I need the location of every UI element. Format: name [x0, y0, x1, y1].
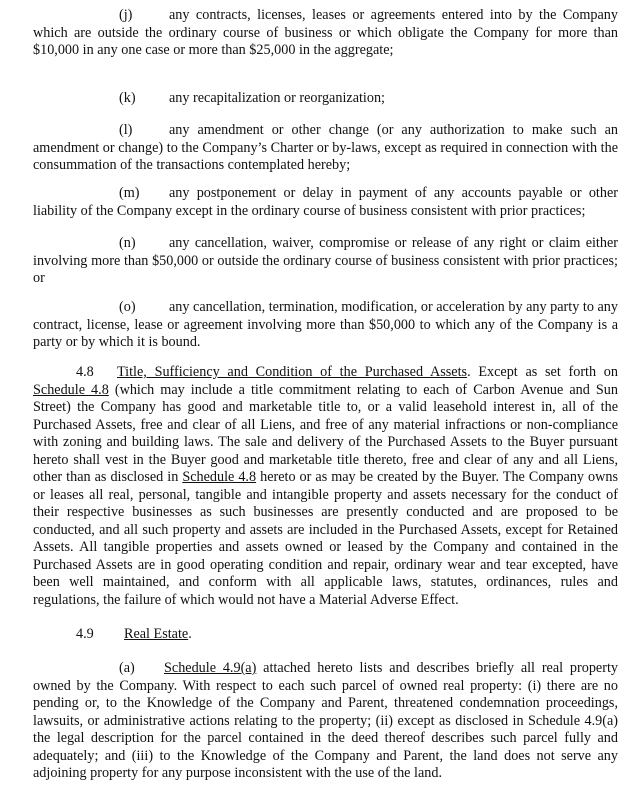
paragraph-k-text: any recapitalization or reorganization; [169, 90, 385, 106]
paragraph-l [33, 122, 618, 175]
paragraph-o-text: any cancellation, termination, modification, or acceleration by any party to any contract, license, lease or agreement involving more than $50,000 to which any of the Company is a party or by which it is bound. [33, 299, 618, 350]
section-4-8-text-2: (which may include a title commitment relating to each of Carbon Avenue and Sun Street) the Company has good and marketable title to, or a valid leasehold interest in, all of the Purchased Assets, free and clear of all Liens, and free of any material infractions or non-compliance with zoning and building laws. The sale and delivery of the Purchased Assets to the Buyer pursuant hereto shall vest in the Buyer good and marketable title thereto, free and clear of any and all Liens, other than as disclosed in [33, 381, 618, 485]
section-4-8-text-1: . Except as set forth on [467, 364, 618, 380]
section-4-8-schedule-ref-1: Schedule 4.8 [33, 381, 109, 398]
paragraph-m [33, 185, 618, 220]
section-4-8-schedule-ref-2: Schedule 4.8 [182, 469, 257, 485]
paragraph-m-label: (m) [119, 185, 140, 201]
paragraph-o [33, 299, 618, 352]
section-4-8-number: 4.8 [76, 364, 94, 380]
section-4-9-a-text: attached hereto lists and describes briefly all real property owned by the Company. With respect to each such parcel of owned real property: (i) there are no pending or, to the Knowledge of the Company and Parent, threatened condemnation proceedings, lawsuits, or administrative actions relating to the property; (ii) except as disclosed in Schedule 4.9(a) the legal description for the parcel contained in the deed thereof describes such parcel fully and adequately; and (iii) to the Knowledge of the Company and Parent, the land does not serve any adjoining property for any purpose inconsistent with the use of the land. [33, 660, 618, 781]
section-4-9-heading [33, 626, 618, 644]
paragraph-j [33, 7, 618, 60]
section-4-8-heading: Title, Sufficiency and Condition of the Purchased Assets [117, 364, 468, 380]
paragraph-k [33, 90, 618, 108]
paragraph-m-text: any postponement or delay in payment of any accounts payable or other liability of the Company except in the ordinary course of business consistent with prior practices; [33, 185, 618, 219]
paragraph-j-label: (j) [119, 7, 133, 23]
paragraph-l-text: any amendment or other change (or any authorization to make such an amendment or change) to the Company’s Charter or by-laws, except as required in connection with the consummation of the transactions contemplated hereby; [33, 122, 618, 173]
paragraph-j-text: any contracts, licenses, leases or agreements entered into by the Company which are outside the ordinary course of business or which obligate the Company for more than $10,000 in any one case or more than $25,000 in the aggregate; [33, 7, 618, 58]
paragraph-n-text: any cancellation, waiver, compromise or release of any right or claim either involving more than $50,000 or outside the ordinary course of business consistent with prior practices; or [33, 235, 618, 286]
section-4-8-text-3: hereto or as may be created by the Buyer. The Company owns or leases all real, personal, tangible and intangible property and assets necessary for the conduct of their respective businesses as such businesses are presently conducted and are proposed to be conducted, and all such property and assets are included in the Purchased Assets, except for Retained Assets. All tangible properties and assets owned or leased by the Company and contained in the Purchased Assets are in good operating condition and repair, ordinary wear and tear excepted, have been well maintained, and conform with all applicable laws, statutes, ordinances, rules and regulations, the failure of which would not have a Material Adverse Effect. [33, 469, 618, 608]
section-4-9-a-label: (a) [119, 660, 135, 676]
section-4-9-heading-period: . [188, 626, 192, 642]
paragraph-o-label: (o) [119, 299, 136, 315]
section-4-9-a [33, 660, 618, 783]
section-4-9-a-schedule-ref: Schedule 4.9(a) [164, 660, 257, 676]
paragraph-n [33, 235, 618, 288]
paragraph-n-label: (n) [119, 235, 136, 251]
section-4-8 [33, 364, 618, 609]
section-4-9-title: Real Estate [124, 626, 189, 642]
paragraph-k-label: (k) [119, 90, 136, 106]
section-4-9-number: 4.9 [76, 626, 94, 642]
paragraph-l-label: (l) [119, 122, 133, 138]
